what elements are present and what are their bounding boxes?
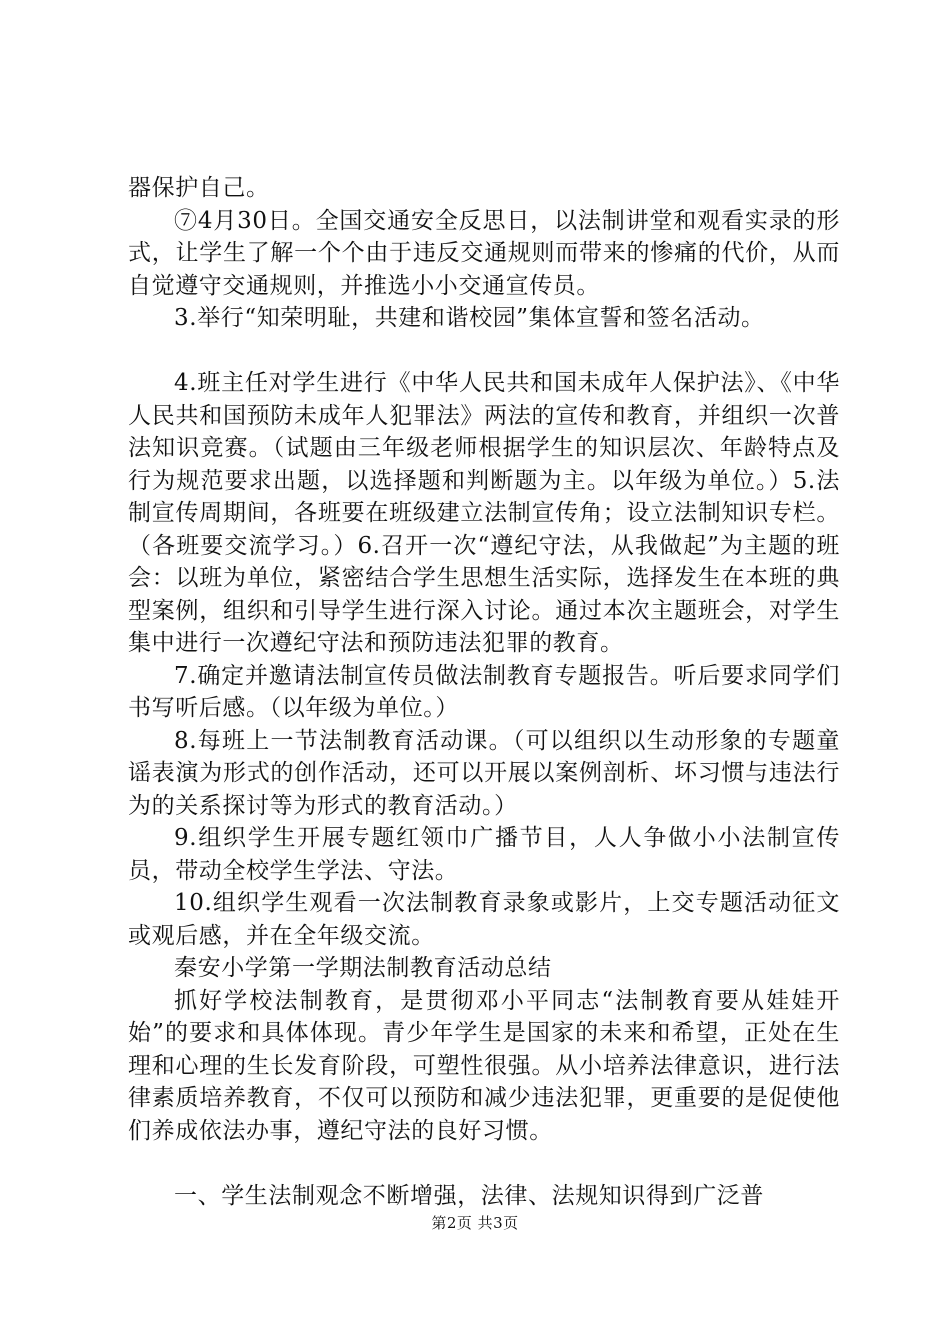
paragraph-continuation: 器保护自己。 bbox=[128, 175, 270, 201]
paragraph-item-9: 9.组织学生开展专题红领巾广播节目，人人争做小小法制宣传员，带动全校学生学法、守法。 bbox=[128, 825, 840, 884]
paragraph-spacer bbox=[128, 335, 840, 368]
page-number-footer: 第2页 共3页 bbox=[431, 1214, 519, 1232]
document-body bbox=[128, 172, 840, 1212]
paragraph-item-4: 4.班主任对学生进行《中华人民共和国未成年人保护法》、《中华人民共和国预防未成年人犯罪法》两法的宣传和教育，并组织一次普法知识竞赛。（试题由三年级老师根据学生的知识层次、年龄特点及行为规范要求出题，以选择题和判断题为主。以年级为单位。）5.法制宣传周期间，各班要在班级建立法制宣传角；设立法制知识专栏。（各班要交流学习。）6.召开一次“遵纪守法，从我做起”为主题的班会：以班为单位，紧密结合学生思想生活实际，选择发生在本班的典型案例，组织和引导学生进行深入讨论。通过本次主题班会，对学生集中进行一次遵纪守法和预防违法犯罪的教育。 bbox=[128, 370, 840, 656]
paragraph-item-10: 10.组织学生观看一次法制教育录象或影片，上交专题活动征文或观后感，并在全年级交流。 bbox=[128, 890, 840, 949]
section-heading-1: 一、学生法制观念不断增强，法律、法规知识得到广泛普 bbox=[174, 1182, 764, 1209]
paragraph-item-3: 3.举行“知荣明耻，共建和谐校园”集体宣誓和签名活动。 bbox=[174, 305, 765, 331]
paragraph-intro: 抓好学校法制教育，是贯彻邓小平同志“法制教育要从娃娃开始”的要求和具体体现。青少年学生是国家的未来和希望，正处在生理和心理的生长发育阶段，可塑性很强。从小培养法律意识，进行法律素质培养教育，不仅可以预防和减少违法犯罪，更重要的是促使他们养成依法办事，遵纪守法的良好习惯。 bbox=[128, 987, 840, 1144]
paragraph-item-7b: 7.确定并邀请法制宣传员做法制教育专题报告。听后要求同学们书写听后感。（以年级为单位。） bbox=[128, 662, 840, 721]
paragraph-item-8: 8.每班上一节法制教育活动课。（可以组织以生动形象的专题童谣表演为形式的创作活动，还可以开展以案例剖析、坏习惯与违法行为的关系探讨等为形式的教育活动。） bbox=[128, 727, 840, 819]
paragraph-item-7: ⑦4月30日。全国交通安全反思日，以法制讲堂和观看实录的形式，让学生了解一个个由于违反交通规则而带来的惨痛的代价，从而自觉遵守交通规则，并推选小小交通宣传员。 bbox=[128, 207, 840, 299]
section-title: 秦安小学第一学期法制教育活动总结 bbox=[174, 955, 552, 981]
paragraph-spacer bbox=[128, 1147, 840, 1180]
